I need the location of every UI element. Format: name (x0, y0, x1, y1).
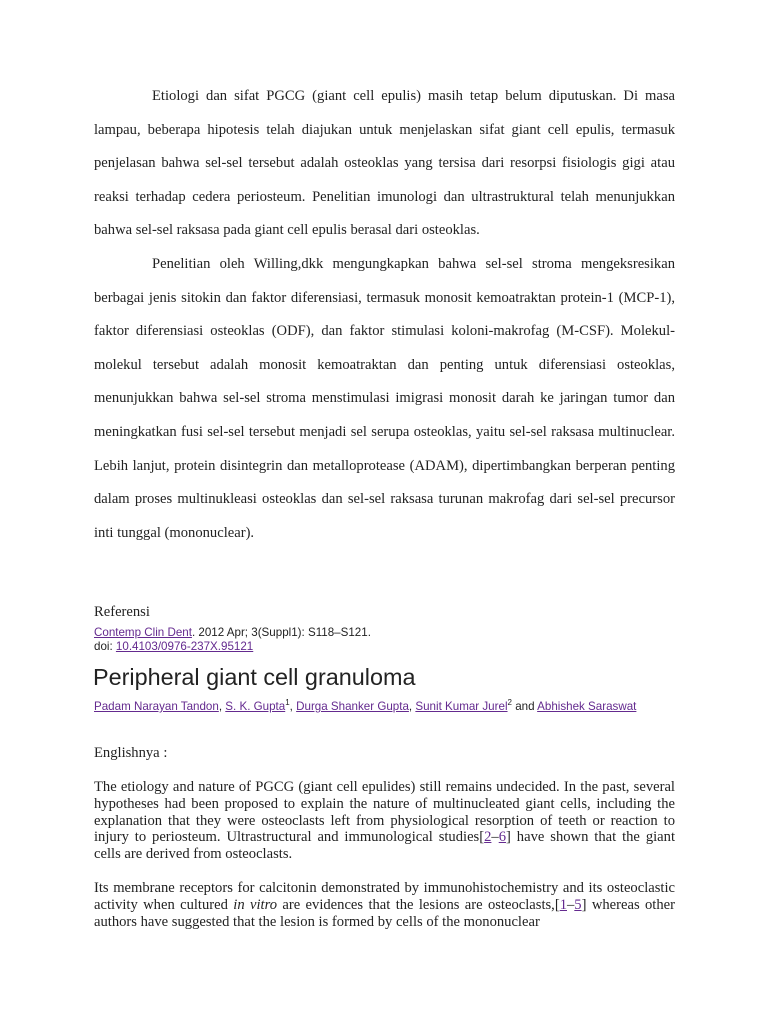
author-list (94, 700, 675, 714)
affiliation-mark: 2 (507, 698, 512, 708)
english-paragraph-1-text: The etiology and nature of PGCG (giant cell epulides) still remains undecided. In the past, several hypotheses had been proposed to explain the nature of multinucleated giant cells, including the explanation that they were osteoclasts left from physiological resorption of teeth or reaction to injury to periosteum. Ultrastructural and immunological studies (94, 779, 675, 846)
indonesian-paragraph-1-text: Etiologi dan sifat PGCG (giant cell epulis) masih tetap belum diputuskan. Di masa lampau, beberapa hipotesis telah diajukan untuk menjelaskan sifat giant cell epulis, termasuk penjelasan bahwa sel-sel tersebut adalah osteoklas yang tersisa dari resorpsi fisiologis gigi atau reaksi terhadap cedera periosteum. Penelitian imunologi dan ultrastruktural telah menunjukkan bahwa sel-sel raksasa pada giant cell epulis berasal dari osteoklas. (94, 88, 675, 239)
ref-link-1[interactable]: 1 (559, 896, 567, 913)
english-paragraph-2-text: Its membrane receptors for calcitonin demonstrated by immunohistochemistry and its osteoclastic activity when cultured (94, 880, 675, 913)
author-link-d-s-gupta[interactable]: Durga Shanker Gupta (296, 700, 409, 713)
author-link-s-k-gupta[interactable]: S. K. Gupta (225, 700, 286, 713)
english-paragraph-2-mid: are evidences that the lesions are osteoclasts, (277, 896, 555, 913)
citation-details: . 2012 Apr; 3(Suppl1): S118–S121. (191, 626, 371, 639)
and-connector: and (511, 700, 538, 713)
doi-link[interactable]: 10.4103/0976-237X.95121 (115, 640, 254, 653)
english-paragraph-2-tail: whereas other authors have suggested that the lesion is formed by cells of the mononuclear (94, 896, 675, 930)
english-paragraph-2 (94, 880, 675, 930)
english-paragraph-1-tail: have shown that the giant cells are derived from osteoclasts. (94, 829, 675, 863)
ref-bracket: [ (554, 896, 560, 913)
journal-link[interactable]: Contemp Clin Dent (94, 626, 192, 639)
citation (94, 626, 675, 654)
ref-bracket: ] (581, 896, 587, 913)
indonesian-paragraph-2-text: Penelitian oleh Willing,dkk mengungkapkan bahwa sel-sel stroma mengeksresikan berbagai jenis sitokin dan faktor diferensiasi, termasuk monosit kemoatraktan protein-1 (MCP-1), faktor diferensiasi osteoklas (ODF), dan faktor stimulasi koloni-makrofag (M-CSF). Molekul-molekul tersebut adalah monosit kemoatraktan dan penting untuk diferensiasi osteoklas, menunjukkan bahwa sel-sel stroma menstimulasi imigrasi monosit darah ke jaringan tumor dan meningkatkan fusi sel-sel tersebut menjadi sel serupa osteoklas, yaitu sel-sel raksasa multinuclear. Lebih lanjut, protein disintegrin dan metalloprotease (ADAM), dipertimbangkan berperan penting dalam proses multinukleasi osteoklas dan sel-sel raksasa turunan makrofag dari sel-sel precursor inti tunggal (mononuclear). (94, 256, 675, 541)
ref-bracket: ] (506, 829, 511, 846)
affiliation-mark: 1 (285, 698, 290, 708)
ref-link-5[interactable]: 5 (574, 896, 582, 913)
english-label: Englishnya : (94, 745, 168, 761)
reference-heading: Referensi (94, 604, 150, 620)
indonesian-paragraph-1 (94, 80, 675, 248)
author-link-jurel[interactable]: Sunit Kumar Jurel (415, 700, 508, 713)
ref-link-2[interactable]: 2 (484, 829, 492, 846)
english-paragraph-1 (94, 779, 675, 863)
separator: , (289, 700, 297, 713)
ref-bracket: [ (479, 829, 485, 846)
article-title: Peripheral giant cell granuloma (93, 664, 416, 690)
ref-link-6[interactable]: 6 (498, 829, 507, 846)
doi-label: doi: (94, 640, 116, 653)
author-link-tandon[interactable]: Padam Narayan Tandon (94, 700, 219, 713)
indonesian-paragraph-2 (94, 248, 675, 550)
author-link-saraswat[interactable]: Abhishek Saraswat (537, 700, 637, 713)
ref-dash: – (491, 829, 499, 846)
in-vitro-italic: in vitro (233, 896, 278, 913)
separator: , (408, 700, 416, 713)
separator: , (218, 700, 226, 713)
ref-dash: – (567, 896, 575, 913)
